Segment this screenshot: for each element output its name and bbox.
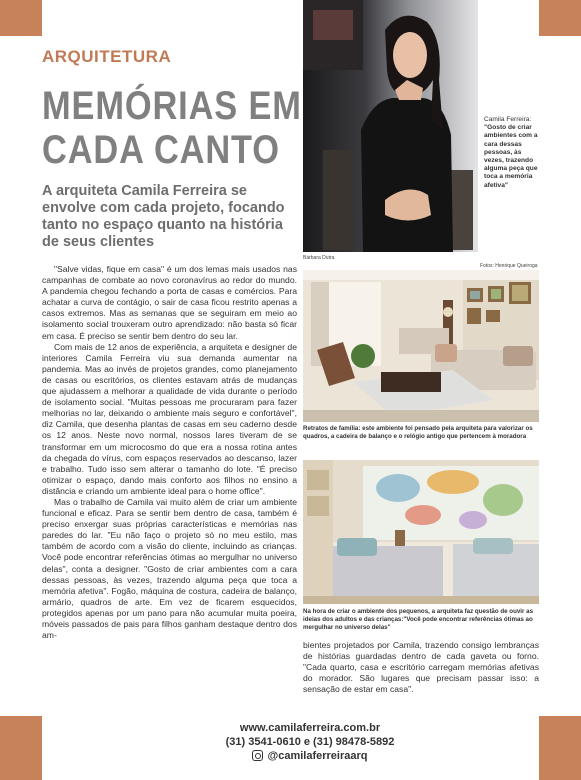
subtitle: A arquiteta Camila Ferreira se envolve com cada projeto, focando tanto no espaço quanto na história de seus clientes <box>42 183 285 250</box>
article-paragraph-1: "Salve vidas, fique em casa" é um dos lemas mais usados nas campanhas de combate ao novo coronavírus ao redor do mundo. A pandemia chegou fechando a porta de casas e comércios. Para achatar a curva de contágio, o sair de casa ficou restrito apenas a casos extremos. Mas as semanas que se seguiram em meio ao isolamento social trouxeram outro aprendizado: não basta só ficar em casa. É preciso se sentir bem dentro do seu lar. <box>42 264 297 341</box>
article-paragraph-4: bientes projetados por Camila, trazendo consigo lembranças de histórias guardadas dentro de cada gaveta ou forno. "Cada quarto, casa e escritório carregam memórias afetivas do morador. São lugares que precisam passar isso: a sensação de estar em casa". <box>303 640 539 695</box>
footer-website[interactable]: www.camilaferreira.com.br <box>239 722 381 734</box>
portrait-caption <box>484 116 542 190</box>
corner-top-left <box>0 0 42 36</box>
article-paragraph-3: Mas o trabalho de Camila vai muito além de criar um ambiente funcional e eficaz. Para se sentir bem dentro de casa, também é preciso enxergar suas próprias características e memórias nas paredes do lar. "Eu não faço o projeto só no meu estilo, mas também de acordo com a visão do cliente, incluindo as crianças. Você pode encontrar referências ótimas ao mergulhar no universo delas", conta a designer. "Gosto de criar ambientes com a cara dessas pessoas, às vezes, trazendo alguma peça que toca a memória afetiva". Fogão, máquina de costura, cadeira de balanço, armário, quadros de arte. Em vez de ficarem esquecidos, protegidos apenas por um pano para não acumular muita poeira, móveis passados de pais para filhos ganham destaque dentro dos am- <box>42 496 297 641</box>
portrait-illustration <box>303 0 478 252</box>
article-body-column-2 <box>303 640 539 695</box>
portrait-caption-quote: "Gosto de criar ambientes com a cara dessas pessoas, às vezes, trazendo alguma peça que toca a memória afetiva" <box>484 124 538 189</box>
portrait-credit: Bárbara Dutra <box>303 255 335 261</box>
footer-instagram[interactable] <box>210 750 410 762</box>
instagram-icon <box>252 750 263 761</box>
section-label: ARQUITETURA <box>42 47 172 66</box>
living-room-illustration <box>303 270 539 422</box>
kids-room-illustration <box>303 460 539 604</box>
portrait-photo <box>303 0 478 252</box>
article-paragraph-2: Com mais de 12 anos de experiência, a arquiteta e designer de interiores Camila Ferreira viu sua demanda aumentar na pandemia. Mas ao invés de projetos grandes, como planejamento de casas ou escritórios, os clientes estavam atrás de mudanças que ajudassem a melhorar a qualidade de vida durante o período de isolamento social. "Muitas pessoas me procuraram para fazer melhorias no lar, deixando o ambiente mais seguro e confortável", diz Camila, que desenha plantas de casas em seu caderno desde os 12 anos. Neste novo normal, nossos lares tiveram de se transformar em um microcosmo do que era a nossa rotina antes da chegada do vírus, com espaços reservados ao descanso, lazer e trabalho. Tudo isso sem alterar o tamanho do lote. "É preciso otimizar o espaço, dando mais conforto aos filhos no ensino a distância e criando um ambiente ideal para o home office". <box>42 341 297 496</box>
living-room-photo <box>303 270 539 422</box>
footer-phones: (31) 3541-0610 e (31) 98478-5892 <box>225 736 395 748</box>
footer-instagram-handle: @camilaferreiraarq <box>267 750 368 762</box>
corner-top-right <box>539 0 581 36</box>
corner-bottom-right <box>539 716 581 780</box>
living-room-caption: Retratos de família: este ambiente foi pensado pela arquiteta para valorizar os quadros, a cadeira de balanço e o relógio antigo que pertencem à moradora <box>303 425 533 440</box>
corner-bottom-left <box>0 716 42 780</box>
headline <box>42 84 302 172</box>
headline-line-1: MEMÓRIAS EM <box>42 84 302 128</box>
kids-room-caption: Na hora de criar o ambiente dos pequenos, a arquiteta faz questão de ouvir as ideias dos adultos e das crianças:"Você pode encontrar referências ótimas ao mergulhar no universo delas" <box>303 608 534 631</box>
article-body-column-1 <box>42 264 297 641</box>
photos-credit: Fotos: Henrique Queiroga <box>480 263 538 269</box>
headline-line-2: CADA CANTO <box>42 128 280 172</box>
kids-room-photo <box>303 460 539 604</box>
portrait-caption-name: Camila Ferreira: <box>484 116 532 123</box>
